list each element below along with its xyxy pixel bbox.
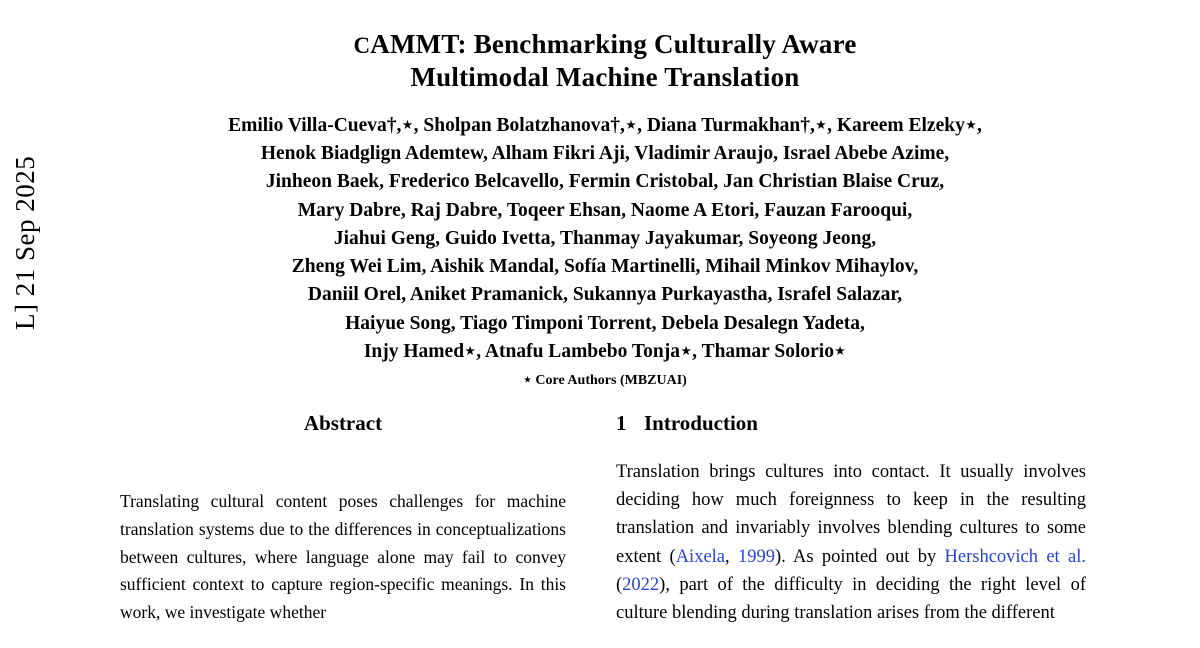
intro-text-part: ), part of the difficulty in deciding the right level of culture blending during translation arises from the different: [616, 574, 1086, 623]
right-column: [616, 411, 1086, 627]
citation-link[interactable]: Hershcovich et al.: [944, 546, 1086, 567]
page-title: [100, 28, 1110, 94]
section-title: Introduction: [644, 411, 758, 436]
citation-link[interactable]: Aixela: [675, 546, 725, 567]
author-line: Jinheon Baek, Frederico Belcavello, Fermin Cristobal, Jan Christian Blaise Cruz,: [265, 171, 945, 193]
author-line: Haiyue Song, Tiago Timponi Torrent, Debela Desalegn Yadeta,: [345, 312, 865, 334]
title-line-1: [100, 28, 1110, 61]
author-line: Jiahui Geng, Guido Ivetta, Thanmay Jayakumar, Soyeong Jeong,: [333, 227, 877, 249]
two-column-body: [100, 411, 1110, 627]
citation-link[interactable]: 1999: [737, 546, 775, 567]
intro-text-part: Translation brings cultures into contact. It usually involves deciding how much foreignness to keep in the resulting translation and invariably involves blending cultures to some extent (: [616, 462, 1086, 567]
abstract-text: Translating cultural content poses challenges for machine translation systems due to the differences in conceptualizations between cultures, where language alone may fail to convey sufficient context to capture region-specific meanings. In this work, we investigate whether: [120, 491, 566, 622]
left-column: [108, 411, 578, 627]
arxiv-vertical-stamp: L] 21 Sep 2025: [10, 155, 40, 330]
author-line: Mary Dabre, Raj Dabre, Toqeer Ehsan, Naome A Etori, Fauzan Farooqui,: [297, 199, 913, 221]
abstract-heading: Abstract: [303, 411, 383, 436]
section-number: 1: [616, 411, 627, 436]
core-authors-note: ⋆ Core Authors (MBZUAI): [523, 373, 687, 389]
author-line: Henok Biadglign Ademtew, Alham Fikri Aji, Vladimir Araujo, Israel Abebe Azime,: [260, 143, 950, 165]
intro-text-part: ). As pointed out by: [774, 546, 945, 567]
intro-text-part: (: [616, 574, 623, 595]
title-line-1-text: AMMT: Benchmarking Culturally Aware: [370, 29, 857, 59]
author-line: Emilio Villa-Cueva†,⋆, Sholpan Bolatzhanova†,⋆, Diana Turmakhan†,⋆, Kareem Elzeky⋆,: [228, 114, 982, 136]
intro-text-part: ,: [725, 546, 738, 567]
title-initial: C: [353, 33, 371, 58]
introduction-heading: [616, 411, 1086, 436]
title-line-2: Multimodal Machine Translation: [410, 61, 800, 92]
author-list: [100, 112, 1110, 366]
author-line: Daniil Orel, Aniket Pramanick, Sukannya Purkayastha, Israfel Salazar,: [307, 284, 903, 306]
author-line: Injy Hamed⋆, Atnafu Lambebo Tonja⋆, Thamar Solorio⋆: [363, 341, 847, 362]
citation-link[interactable]: 2022: [622, 574, 660, 595]
author-line: Zheng Wei Lim, Aishik Mandal, Sofía Martinelli, Mihail Minkov Mihaylov,: [291, 256, 919, 278]
paper-page: [100, 0, 1110, 648]
introduction-paragraph: [616, 458, 1086, 627]
